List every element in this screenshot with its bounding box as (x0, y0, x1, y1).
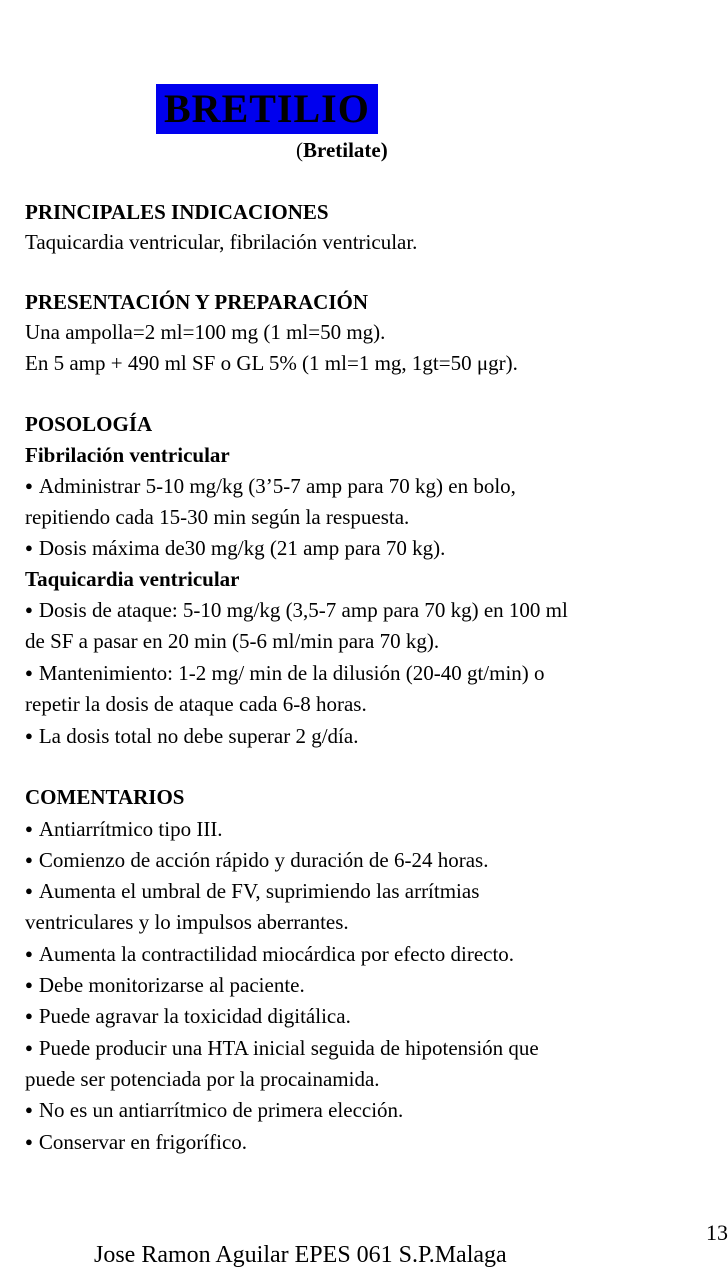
page-number: 13 (706, 1220, 728, 1245)
heading-comentarios: COMENTARIOS (25, 785, 185, 809)
subtitle-open-paren: ( (296, 138, 303, 162)
presentacion-line-1: Una ampolla=2 ml=100 mg (1 ml=50 mg). (25, 320, 386, 344)
heading-indicaciones: PRINCIPALES INDICACIONES (25, 200, 329, 224)
posologia-tv-bullet-2: ● Mantenimiento: 1-2 mg/ min de la dilusión (20-40 gt/min) o (25, 658, 545, 689)
subheading-fibrilacion: Fibrilación ventricular (25, 443, 230, 467)
posologia-fv-bullet-1-cont: repitiendo cada 15-30 min según la respuesta. (25, 505, 410, 529)
footer-credit: Jose Ramon Aguilar EPES 061 S.P.Malaga (94, 1242, 507, 1268)
comentario-7-cont: puede ser potenciada por la procainamida. (25, 1067, 380, 1091)
comentario-4: ● Aumenta la contractilidad miocárdica por efecto directo. (25, 939, 514, 970)
posologia-tv-bullet-1-cont: de SF a pasar en 20 min (5-6 ml/min para 70 kg). (25, 629, 440, 653)
comentario-1: ● Antiarrítmico tipo III. (25, 814, 223, 845)
subtitle-text: Bretilate) (303, 138, 388, 162)
comentario-9: ● Conservar en frigorífico. (25, 1127, 247, 1158)
posologia-tv-bullet-3: ● La dosis total no debe superar 2 g/día. (25, 721, 358, 752)
posologia-tv-bullet-1: ● Dosis de ataque: 5-10 mg/kg (3,5-7 amp para 70 kg) en 100 ml (25, 595, 568, 626)
presentacion-line-2: En 5 amp + 490 ml SF o GL 5% (1 ml=1 mg, 1gt=50 μgr). (25, 351, 518, 375)
indicaciones-text: Taquicardia ventricular, fibrilación ventricular. (25, 230, 418, 254)
heading-presentacion: PRESENTACIÓN Y PREPARACIÓN (25, 290, 369, 314)
comentario-2: ● Comienzo de acción rápido y duración de 6-24 horas. (25, 845, 488, 876)
comentario-8: ● No es un antiarrítmico de primera elección. (25, 1095, 403, 1126)
drug-title: BRETILIO (156, 84, 378, 134)
heading-posologia: POSOLOGÍA (25, 412, 153, 436)
posologia-tv-bullet-2-cont: repetir la dosis de ataque cada 6-8 horas. (25, 692, 367, 716)
comentario-6: ● Puede agravar la toxicidad digitálica. (25, 1001, 351, 1032)
posologia-fv-bullet-2: ● Dosis máxima de30 mg/kg (21 amp para 70 kg). (25, 533, 445, 564)
subheading-taquicardia: Taquicardia ventricular (25, 567, 240, 591)
drug-subtitle (296, 138, 388, 163)
comentario-5: ● Debe monitorizarse al paciente. (25, 970, 305, 1001)
comentario-3: ● Aumenta el umbral de FV, suprimiendo las arrítmias (25, 876, 479, 907)
comentario-7: ● Puede producir una HTA inicial seguida de hipotensión que (25, 1033, 539, 1064)
comentario-3-cont: ventriculares y lo impulsos aberrantes. (25, 910, 349, 934)
posologia-fv-bullet-1: ● Administrar 5-10 mg/kg (3’5-7 amp para 70 kg) en bolo, (25, 471, 516, 502)
